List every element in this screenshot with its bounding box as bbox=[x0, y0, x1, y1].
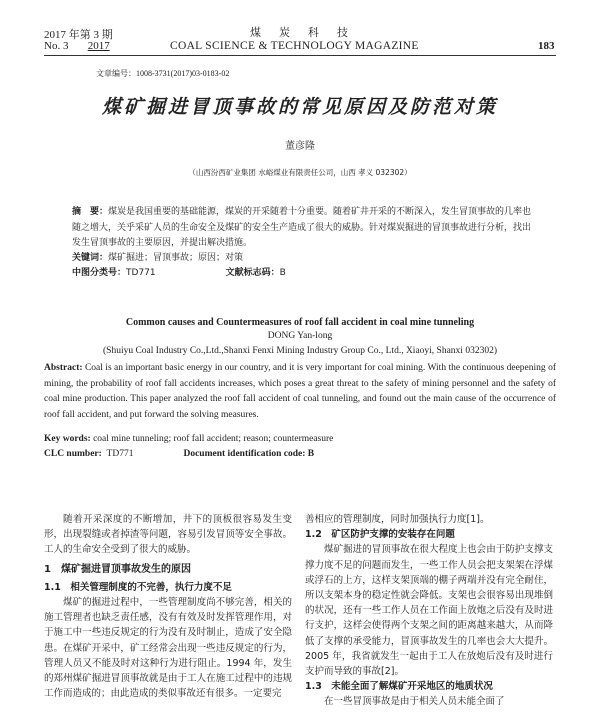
affiliation-en: (Shuiyu Coal Industry Co.,Ltd.,Shanxi Fenxi Mining Industry Group Co., Ltd., Xiaoyi, Shanxi 032302) bbox=[103, 346, 497, 356]
keywords-en bbox=[44, 432, 556, 448]
header-page-number: 183 bbox=[538, 40, 555, 52]
section-1-3-heading: 1.3 未能全面了解煤矿开采地区的地质状况 bbox=[305, 681, 493, 693]
title-en: Common causes and Countermeasures of roof fall accident in coal mine tunneling bbox=[125, 317, 475, 328]
keywords-cn-text: 煤矿掘进；冒顶事故；原因；对策 bbox=[108, 253, 244, 263]
doc-code-en-label: Document identification code: bbox=[183, 449, 306, 459]
body-right-column bbox=[305, 512, 553, 710]
doc-code-cn-value: B bbox=[279, 268, 286, 278]
clc-cn bbox=[72, 266, 532, 282]
abstract-cn-label: 摘 要： bbox=[72, 207, 109, 217]
intro-paragraph: 随着开采深度的不断增加，井下的顶板很容易发生变形，出现裂缝或者掉渣等问题，容易引发冒顶等安全事故。工人的生命安全受到了很大的威胁。 bbox=[44, 514, 292, 556]
header-rule bbox=[44, 55, 556, 56]
title-cn: 煤矿掘进冒顶事故的常见原因及防范对策 bbox=[101, 96, 498, 118]
body-left-column bbox=[44, 512, 292, 701]
section-1-1-heading: 1.1 相关管理制度的不完善，执行力度不足 bbox=[44, 581, 232, 593]
keywords-cn bbox=[72, 251, 532, 267]
header-year: 2017 bbox=[87, 40, 110, 52]
abstract-cn bbox=[72, 205, 532, 252]
author-en: DONG Yan-long bbox=[267, 331, 333, 341]
header-volume-cn: 2017 年第 3 期 bbox=[44, 29, 113, 41]
abstract-cn-text: 煤炭是我国重要的基础能源，煤炭的开采随着十分重要。随着矿井开采的不断深入，发生冒顶事故的几率也随之增大，关乎采矿人员的生命安全及煤矿的安全生产造成了很大的威胁。针对煤炭掘进的冒顶事故进行分析，找出发生冒顶事故的主要原因，并提出解决措施。 bbox=[72, 207, 532, 248]
clc-en-label: CLC number: bbox=[44, 449, 102, 459]
clc-cn-label: 中图分类号： bbox=[72, 268, 127, 278]
section-1-heading: 1 煤矿掘进冒顶事故发生的原因 bbox=[44, 563, 191, 575]
keywords-en-label: Key words: bbox=[44, 434, 91, 444]
author-cn: 董彦隆 bbox=[285, 141, 315, 152]
article-number: 文章编号：1008-3731(2017)03-0183-02 bbox=[96, 69, 230, 78]
clc-en-value: TD771 bbox=[106, 449, 134, 459]
keywords-cn-label: 关键词： bbox=[72, 253, 109, 263]
affiliation-cn: （山西汾西矿业集团 水峪煤业有限责任公司，山西 孝义 032302） bbox=[188, 168, 412, 177]
abstract-en-label: Abstract: bbox=[44, 363, 83, 373]
section-1-2-text: 煤矿掘进的冒顶事故在很大程度上也会由于防护支撑支撑力度不足的问题而发生，一些工作人员会把支架架在浮煤或浮石的上方，这样支架顶端的棚子两端并没有完全耐住，所以支架本身的稳定性就会降低。支架也会很容易出现堆倒的状况，还有一些工作人员在工作面上放炮之后没有及时进行支护，这样会使得两个支架之间的距离越来越大，从而降低了支撑的承受能力，冒顶事故发生的几率也会大大提升。2005 年，我省就发生一起由于工人在放炮后没有及时进行支护而导致的事故[2]。 bbox=[305, 544, 553, 678]
clc-en bbox=[44, 447, 556, 463]
doc-code-en-value: B bbox=[307, 449, 315, 459]
header-journal-en: COAL SCIENCE & TECHNOLOGY MAGAZINE bbox=[170, 40, 419, 52]
continued-paragraph: 善相应的管理制度，同时加强执行力度[1]。 bbox=[305, 514, 490, 525]
doc-code-cn-label: 文献标志码： bbox=[225, 268, 280, 278]
section-1-1-text: 煤矿的掘进过程中，一些管理制度尚不够完善，相关的施工管理者也缺乏责任感，没有有效及时发挥管理作用，对于施工中一些违反规定的行为没有及时制止，造成了安全隐患。在煤矿开采中，矿工经常会出现一些违反规定的行为，管理人员又不能及时对这种行为进行阻止。1994 年，发生的郑州煤矿掘进冒顶事故就是由于工人在施工过程中的违规工作而造成的；由此造成的类似事故还有很多。一定要完 bbox=[44, 597, 292, 700]
abstract-en bbox=[44, 361, 556, 423]
abstract-en-text: Coal is an important basic energy in our country, and it is very important for coal mining. With the continuous deepening of mining, the probability of roof fall accidents increases, which poses a great threat to the safety of mining personnel and the safety of coal mine production. This paper analyzed the roof fall accident of coal tunneling, and found out the main cause of the occurrence of roof fall accident, and put forward the solving measures. bbox=[44, 363, 556, 420]
header-issue-no: No. 3 2017 bbox=[44, 40, 110, 52]
clc-cn-value: TD771 bbox=[126, 268, 156, 278]
keywords-en-text: coal mine tunneling; roof fall accident; reason; countermeasure bbox=[93, 434, 334, 444]
header-journal-cn: 煤炭科技 bbox=[250, 27, 366, 39]
section-1-3-text: 在一些冒顶事故是由于相关人员未能全面了 bbox=[324, 696, 505, 708]
section-1-2-heading: 1.2 矿区防护支撑的安装存在问题 bbox=[305, 529, 455, 541]
